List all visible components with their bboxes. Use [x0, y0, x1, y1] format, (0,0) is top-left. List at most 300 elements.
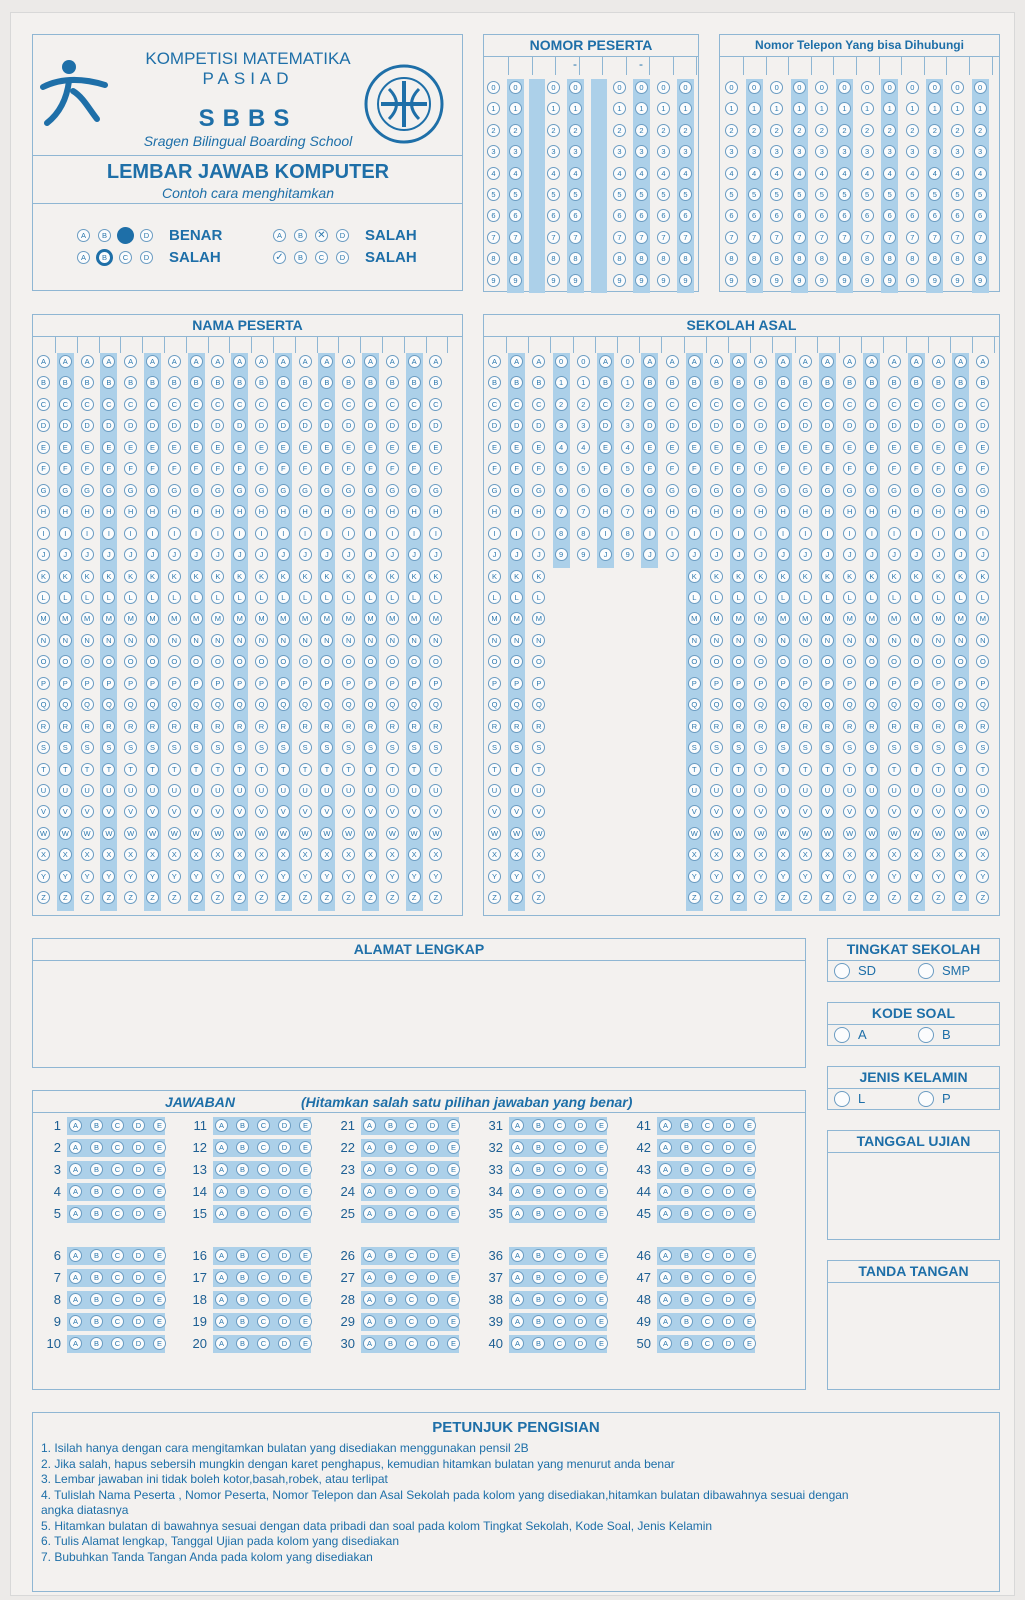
bubble[interactable]: Y	[865, 870, 878, 883]
bubble[interactable]: V	[386, 805, 399, 818]
answer-bubble[interactable]: D	[426, 1163, 439, 1176]
bubble[interactable]: I	[386, 527, 399, 540]
bubble[interactable]: F	[510, 462, 523, 475]
bubble[interactable]: I	[255, 527, 268, 540]
bubble[interactable]: F	[910, 462, 923, 475]
nama-write-cell[interactable]	[165, 337, 187, 353]
bubble[interactable]: H	[777, 505, 790, 518]
sekolah-write-cell[interactable]	[751, 337, 773, 353]
bubble[interactable]: P	[81, 677, 94, 690]
bubble[interactable]: 1	[906, 102, 919, 115]
kode-b-bubble[interactable]	[918, 1027, 934, 1043]
bubble[interactable]: 5	[679, 188, 692, 201]
bubble[interactable]: X	[342, 848, 355, 861]
bubble[interactable]: K	[932, 570, 945, 583]
bubble[interactable]: U	[102, 784, 115, 797]
bubble[interactable]: Z	[888, 891, 901, 904]
bubble[interactable]: 7	[815, 231, 828, 244]
bubble[interactable]: 5	[815, 188, 828, 201]
bubble[interactable]: 8	[928, 252, 941, 265]
bubble[interactable]: L	[954, 591, 967, 604]
bubble[interactable]: 5	[793, 188, 806, 201]
answer-bubble[interactable]: D	[132, 1207, 145, 1220]
bubble[interactable]: D	[688, 419, 701, 432]
bubble[interactable]: O	[146, 655, 159, 668]
bubble[interactable]: 8	[725, 252, 738, 265]
bubble[interactable]: U	[510, 784, 523, 797]
bubble[interactable]: F	[37, 462, 50, 475]
bubble[interactable]: I	[888, 527, 901, 540]
bubble[interactable]: S	[168, 741, 181, 754]
bubble[interactable]: 9	[748, 274, 761, 287]
bubble[interactable]: B	[168, 376, 181, 389]
bubble[interactable]: K	[211, 570, 224, 583]
bubble[interactable]: K	[688, 570, 701, 583]
bubble[interactable]: E	[888, 441, 901, 454]
bubble[interactable]: K	[168, 570, 181, 583]
bubble[interactable]: 0	[621, 355, 634, 368]
answer-bubble[interactable]: C	[701, 1293, 714, 1306]
bubble[interactable]: O	[342, 655, 355, 668]
answer-bubble[interactable]: C	[257, 1315, 270, 1328]
bubble[interactable]: D	[888, 419, 901, 432]
bubble[interactable]: 3	[815, 145, 828, 158]
bubble[interactable]: Q	[277, 698, 290, 711]
tel-write-cell[interactable]	[971, 57, 993, 75]
bubble[interactable]: 9	[555, 548, 568, 561]
bubble[interactable]: Y	[168, 870, 181, 883]
bubble[interactable]: O	[777, 655, 790, 668]
answer-bubble[interactable]: B	[680, 1271, 693, 1284]
bubble[interactable]: J	[910, 548, 923, 561]
bubble[interactable]: R	[277, 720, 290, 733]
nama-write-cell[interactable]	[296, 337, 318, 353]
bubble[interactable]: M	[932, 612, 945, 625]
bubble[interactable]: M	[754, 612, 767, 625]
bubble[interactable]: 6	[928, 209, 941, 222]
bubble[interactable]: L	[168, 591, 181, 604]
bubble[interactable]: M	[37, 612, 50, 625]
bubble[interactable]: D	[146, 419, 159, 432]
bubble[interactable]: O	[386, 655, 399, 668]
answer-bubble[interactable]: C	[701, 1163, 714, 1176]
bubble[interactable]: K	[299, 570, 312, 583]
bubble[interactable]: 3	[928, 145, 941, 158]
answer-bubble[interactable]: C	[405, 1249, 418, 1262]
bubble[interactable]: G	[954, 484, 967, 497]
bubble[interactable]: F	[233, 462, 246, 475]
bubble[interactable]: 1	[883, 102, 896, 115]
bubble[interactable]: K	[255, 570, 268, 583]
bubble[interactable]: W	[299, 827, 312, 840]
tel-write-cell[interactable]	[790, 57, 812, 75]
bubble[interactable]: 0	[509, 81, 522, 94]
bubble[interactable]: H	[954, 505, 967, 518]
bubble[interactable]: E	[754, 441, 767, 454]
bubble[interactable]: K	[429, 570, 442, 583]
bubble[interactable]: U	[299, 784, 312, 797]
bubble[interactable]: V	[146, 805, 159, 818]
nama-write-cell[interactable]	[187, 337, 209, 353]
bubble[interactable]: 6	[577, 484, 590, 497]
bubble[interactable]: 3	[621, 419, 634, 432]
bubble[interactable]: F	[342, 462, 355, 475]
bubble[interactable]: W	[688, 827, 701, 840]
bubble[interactable]: A	[932, 355, 945, 368]
bubble[interactable]: A	[364, 355, 377, 368]
bubble[interactable]: P	[364, 677, 377, 690]
bubble[interactable]: L	[821, 591, 834, 604]
bubble[interactable]: 1	[509, 102, 522, 115]
bubble[interactable]: Q	[510, 698, 523, 711]
bubble[interactable]: D	[976, 419, 989, 432]
answer-bubble[interactable]: B	[680, 1163, 693, 1176]
bubble[interactable]: Y	[146, 870, 159, 883]
bubble[interactable]: R	[976, 720, 989, 733]
bubble[interactable]: D	[124, 419, 137, 432]
bubble[interactable]: N	[732, 634, 745, 647]
answer-bubble[interactable]: C	[405, 1163, 418, 1176]
bubble[interactable]: H	[255, 505, 268, 518]
bubble[interactable]: Q	[37, 698, 50, 711]
bubble[interactable]: M	[146, 612, 159, 625]
bubble[interactable]: S	[488, 741, 501, 754]
answer-bubble[interactable]: C	[553, 1207, 566, 1220]
bubble[interactable]: A	[643, 355, 656, 368]
bubble[interactable]: W	[37, 827, 50, 840]
bubble[interactable]: Y	[408, 870, 421, 883]
bubble[interactable]: G	[910, 484, 923, 497]
bubble[interactable]: L	[146, 591, 159, 604]
bubble[interactable]: O	[710, 655, 723, 668]
bubble[interactable]: T	[364, 763, 377, 776]
bubble[interactable]: 7	[928, 231, 941, 244]
bubble[interactable]: L	[211, 591, 224, 604]
answer-bubble[interactable]: D	[574, 1163, 587, 1176]
bubble[interactable]: T	[688, 763, 701, 776]
answer-bubble[interactable]: B	[384, 1315, 397, 1328]
bubble[interactable]: X	[843, 848, 856, 861]
bubble[interactable]: O	[81, 655, 94, 668]
answer-bubble[interactable]: A	[215, 1315, 228, 1328]
bubble[interactable]: X	[386, 848, 399, 861]
bubble[interactable]: H	[821, 505, 834, 518]
bubble[interactable]: 5	[487, 188, 500, 201]
bubble[interactable]: A	[124, 355, 137, 368]
bubble[interactable]: U	[910, 784, 923, 797]
bubble[interactable]: B	[821, 376, 834, 389]
bubble[interactable]: 0	[487, 81, 500, 94]
bubble[interactable]: H	[976, 505, 989, 518]
bubble[interactable]: R	[408, 720, 421, 733]
bubble[interactable]: B	[81, 376, 94, 389]
bubble[interactable]: 4	[613, 167, 626, 180]
bubble[interactable]: S	[777, 741, 790, 754]
bubble[interactable]: 6	[657, 209, 670, 222]
sekolah-write-cell[interactable]	[907, 337, 929, 353]
bubble[interactable]: A	[37, 355, 50, 368]
bubble[interactable]: 3	[974, 145, 987, 158]
answer-bubble[interactable]: C	[405, 1141, 418, 1154]
bubble[interactable]: 8	[621, 527, 634, 540]
answer-bubble[interactable]: D	[426, 1293, 439, 1306]
bubble[interactable]: S	[976, 741, 989, 754]
bubble[interactable]: F	[599, 462, 612, 475]
answer-bubble[interactable]: E	[447, 1119, 460, 1132]
bubble[interactable]: 1	[770, 102, 783, 115]
bubble[interactable]: N	[168, 634, 181, 647]
bubble[interactable]: F	[146, 462, 159, 475]
bubble[interactable]: S	[59, 741, 72, 754]
bubble[interactable]: 3	[635, 145, 648, 158]
bubble[interactable]: I	[342, 527, 355, 540]
bubble[interactable]: W	[532, 827, 545, 840]
bubble[interactable]: J	[865, 548, 878, 561]
answer-bubble[interactable]: E	[447, 1249, 460, 1262]
bubble[interactable]: Z	[320, 891, 333, 904]
bubble[interactable]: Q	[976, 698, 989, 711]
bubble[interactable]: 1	[635, 102, 648, 115]
bubble[interactable]: 8	[577, 527, 590, 540]
bubble[interactable]: I	[777, 527, 790, 540]
bubble[interactable]: 2	[748, 124, 761, 137]
bubble[interactable]: 4	[793, 167, 806, 180]
bubble[interactable]: T	[124, 763, 137, 776]
bubble[interactable]: 1	[748, 102, 761, 115]
bubble[interactable]: X	[865, 848, 878, 861]
bubble[interactable]: K	[888, 570, 901, 583]
bubble[interactable]: K	[510, 570, 523, 583]
answer-bubble[interactable]: E	[299, 1163, 312, 1176]
bubble[interactable]: B	[777, 376, 790, 389]
bubble[interactable]: 4	[547, 167, 560, 180]
sekolah-write-cell[interactable]	[973, 337, 995, 353]
bubble[interactable]: J	[429, 548, 442, 561]
bubble[interactable]: S	[342, 741, 355, 754]
bubble[interactable]: H	[386, 505, 399, 518]
bubble[interactable]: N	[799, 634, 812, 647]
bubble[interactable]: C	[211, 398, 224, 411]
bubble[interactable]: G	[146, 484, 159, 497]
answer-bubble[interactable]: E	[743, 1141, 756, 1154]
bubble[interactable]: C	[408, 398, 421, 411]
bubble[interactable]: W	[710, 827, 723, 840]
answer-bubble[interactable]: A	[511, 1271, 524, 1284]
bubble[interactable]: 0	[613, 81, 626, 94]
bubble[interactable]: S	[932, 741, 945, 754]
bubble[interactable]: 9	[770, 274, 783, 287]
bubble[interactable]: 1	[974, 102, 987, 115]
bubble[interactable]: J	[102, 548, 115, 561]
bubble[interactable]: 1	[679, 102, 692, 115]
bubble[interactable]: B	[910, 376, 923, 389]
bubble[interactable]: F	[888, 462, 901, 475]
bubble[interactable]: H	[342, 505, 355, 518]
bubble[interactable]: Y	[124, 870, 137, 883]
bubble[interactable]: I	[320, 527, 333, 540]
bubble[interactable]: 4	[906, 167, 919, 180]
bubble[interactable]: Y	[710, 870, 723, 883]
bubble[interactable]: 7	[748, 231, 761, 244]
answer-bubble[interactable]: A	[363, 1315, 376, 1328]
bubble[interactable]: I	[364, 527, 377, 540]
bubble[interactable]: 4	[555, 441, 568, 454]
bubble[interactable]: C	[320, 398, 333, 411]
bubble[interactable]: 2	[569, 124, 582, 137]
nama-write-cell[interactable]	[208, 337, 230, 353]
bubble[interactable]: G	[599, 484, 612, 497]
bubble[interactable]: C	[799, 398, 812, 411]
bubble[interactable]: T	[932, 763, 945, 776]
bubble[interactable]: 0	[815, 81, 828, 94]
bubble[interactable]: R	[299, 720, 312, 733]
bubble[interactable]: U	[277, 784, 290, 797]
bubble[interactable]: 3	[906, 145, 919, 158]
sekolah-write-cell[interactable]	[618, 337, 640, 353]
bubble[interactable]: G	[932, 484, 945, 497]
answer-bubble[interactable]: B	[90, 1315, 103, 1328]
answer-bubble[interactable]: D	[132, 1119, 145, 1132]
bubble[interactable]: I	[799, 527, 812, 540]
bubble[interactable]: V	[320, 805, 333, 818]
bubble[interactable]: 3	[883, 145, 896, 158]
bubble[interactable]: 9	[838, 274, 851, 287]
bubble[interactable]: G	[211, 484, 224, 497]
bubble[interactable]: Z	[386, 891, 399, 904]
nama-write-cell[interactable]	[339, 337, 361, 353]
bubble[interactable]: N	[532, 634, 545, 647]
bubble[interactable]: 0	[577, 355, 590, 368]
bubble[interactable]: R	[386, 720, 399, 733]
bubble[interactable]: 8	[951, 252, 964, 265]
nama-write-cell[interactable]	[426, 337, 448, 353]
answer-bubble[interactable]: D	[278, 1337, 291, 1350]
bubble[interactable]: W	[732, 827, 745, 840]
bubble[interactable]: U	[146, 784, 159, 797]
tel-write-cell[interactable]	[812, 57, 834, 75]
bubble[interactable]: 7	[613, 231, 626, 244]
bubble[interactable]: T	[976, 763, 989, 776]
answer-bubble[interactable]: C	[701, 1141, 714, 1154]
answer-bubble[interactable]: A	[659, 1141, 672, 1154]
bubble[interactable]: D	[81, 419, 94, 432]
bubble[interactable]: N	[710, 634, 723, 647]
bubble[interactable]: C	[146, 398, 159, 411]
bubble[interactable]: W	[364, 827, 377, 840]
bubble[interactable]: X	[532, 848, 545, 861]
bubble[interactable]: R	[124, 720, 137, 733]
bubble[interactable]: X	[688, 848, 701, 861]
bubble[interactable]: G	[168, 484, 181, 497]
bubble[interactable]: A	[408, 355, 421, 368]
bubble[interactable]: 5	[635, 188, 648, 201]
bubble[interactable]: C	[386, 398, 399, 411]
bubble[interactable]: T	[510, 763, 523, 776]
bubble[interactable]: 8	[974, 252, 987, 265]
bubble[interactable]: 3	[509, 145, 522, 158]
answer-bubble[interactable]: C	[111, 1337, 124, 1350]
sekolah-write-cell[interactable]	[552, 337, 574, 353]
bubble[interactable]: Z	[37, 891, 50, 904]
bubble[interactable]: P	[688, 677, 701, 690]
answer-bubble[interactable]: C	[257, 1249, 270, 1262]
bubble[interactable]: P	[865, 677, 878, 690]
bubble[interactable]: E	[190, 441, 203, 454]
bubble[interactable]: R	[799, 720, 812, 733]
bubble[interactable]: R	[710, 720, 723, 733]
bubble[interactable]: D	[320, 419, 333, 432]
bubble[interactable]: P	[146, 677, 159, 690]
answer-bubble[interactable]: C	[405, 1185, 418, 1198]
bubble[interactable]: N	[299, 634, 312, 647]
bubble[interactable]: B	[146, 376, 159, 389]
bubble[interactable]: W	[386, 827, 399, 840]
bubble[interactable]: K	[233, 570, 246, 583]
bubble[interactable]: Q	[843, 698, 856, 711]
answer-bubble[interactable]: B	[532, 1293, 545, 1306]
bubble[interactable]: Q	[429, 698, 442, 711]
bubble[interactable]: T	[408, 763, 421, 776]
bubble[interactable]: 0	[928, 81, 941, 94]
bubble[interactable]: 1	[838, 102, 851, 115]
bubble[interactable]: 0	[951, 81, 964, 94]
answer-bubble[interactable]: B	[384, 1185, 397, 1198]
answer-bubble[interactable]: B	[384, 1249, 397, 1262]
bubble[interactable]: Y	[386, 870, 399, 883]
bubble[interactable]: K	[488, 570, 501, 583]
bubble[interactable]: E	[342, 441, 355, 454]
bubble[interactable]: A	[102, 355, 115, 368]
bubble[interactable]: D	[386, 419, 399, 432]
bubble[interactable]: F	[102, 462, 115, 475]
bubble[interactable]: Y	[488, 870, 501, 883]
answer-bubble[interactable]: A	[659, 1293, 672, 1306]
bubble[interactable]: 8	[838, 252, 851, 265]
nama-write-cell[interactable]	[143, 337, 165, 353]
bubble[interactable]: 1	[487, 102, 500, 115]
bubble[interactable]: G	[102, 484, 115, 497]
bubble[interactable]: O	[843, 655, 856, 668]
answer-bubble[interactable]: D	[278, 1315, 291, 1328]
bubble[interactable]: N	[146, 634, 159, 647]
bubble[interactable]: D	[821, 419, 834, 432]
bubble[interactable]: 3	[657, 145, 670, 158]
bubble[interactable]: T	[342, 763, 355, 776]
bubble[interactable]: P	[510, 677, 523, 690]
bubble[interactable]: O	[976, 655, 989, 668]
bubble[interactable]: C	[277, 398, 290, 411]
bubble[interactable]: E	[211, 441, 224, 454]
answer-bubble[interactable]: A	[215, 1249, 228, 1262]
answer-bubble[interactable]: C	[257, 1119, 270, 1132]
bubble[interactable]: B	[124, 376, 137, 389]
bubble[interactable]: E	[599, 441, 612, 454]
bubble[interactable]: M	[233, 612, 246, 625]
bubble[interactable]: V	[843, 805, 856, 818]
bubble[interactable]: 6	[547, 209, 560, 222]
bubble[interactable]: F	[666, 462, 679, 475]
bubble[interactable]: Q	[910, 698, 923, 711]
bubble[interactable]: U	[754, 784, 767, 797]
bubble[interactable]: I	[429, 527, 442, 540]
answer-bubble[interactable]: B	[236, 1119, 249, 1132]
bubble[interactable]: J	[599, 548, 612, 561]
bubble[interactable]: T	[299, 763, 312, 776]
answer-bubble[interactable]: B	[90, 1293, 103, 1306]
answer-bubble[interactable]: D	[132, 1271, 145, 1284]
bubble[interactable]: X	[364, 848, 377, 861]
bubble[interactable]: H	[81, 505, 94, 518]
